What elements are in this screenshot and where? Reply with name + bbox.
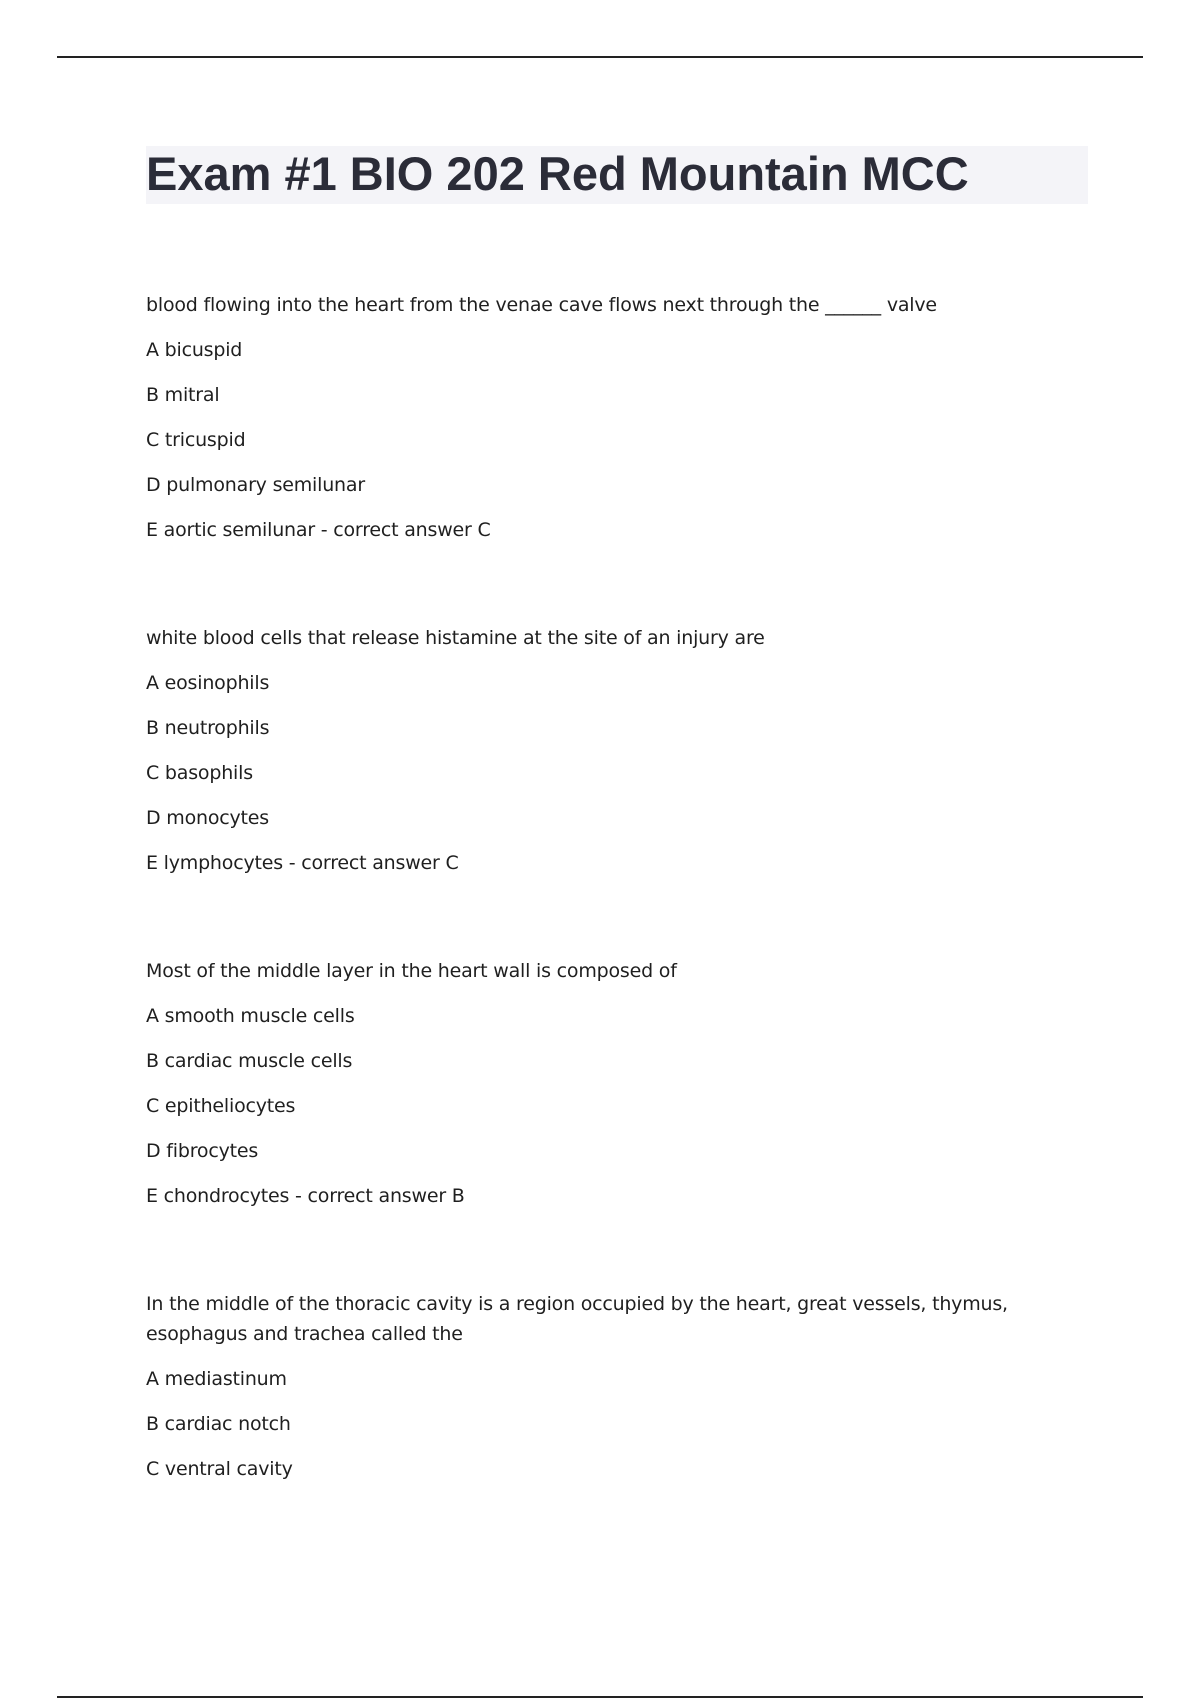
answer-option: D monocytes	[146, 807, 269, 829]
question-text: white blood cells that release histamine at the site of an injury are	[146, 627, 765, 649]
answer-option: B neutrophils	[146, 717, 270, 739]
answer-option: C epitheliocytes	[146, 1095, 296, 1117]
document-body	[146, 290, 1076, 1562]
page-title: Exam #1 BIO 202 Red Mountain MCC	[146, 147, 969, 200]
question-text: In the middle of the thoracic cavity is a region occupied by the heart, great vessels, thymus, esophagus and trachea called the	[146, 1293, 1008, 1345]
answer-option: C tricuspid	[146, 429, 246, 451]
question-block	[146, 1289, 1076, 1484]
question-block	[146, 956, 1076, 1211]
answer-option: C ventral cavity	[146, 1458, 293, 1480]
answer-option: E aortic semilunar - correct answer C	[146, 519, 491, 541]
answer-option: C basophils	[146, 762, 253, 784]
answer-option: A mediastinum	[146, 1368, 287, 1390]
answer-option: D fibrocytes	[146, 1140, 259, 1162]
question-text: blood flowing into the heart from the venae cave flows next through the ______ valve	[146, 294, 937, 316]
answer-option: B cardiac notch	[146, 1413, 291, 1435]
bottom-rule	[57, 1696, 1143, 1698]
top-rule	[57, 56, 1143, 58]
question-block	[146, 623, 1076, 878]
answer-option: E lymphocytes - correct answer C	[146, 852, 459, 874]
answer-option: D pulmonary semilunar	[146, 474, 365, 496]
answer-option: A smooth muscle cells	[146, 1005, 355, 1027]
question-text: Most of the middle layer in the heart wall is composed of	[146, 960, 677, 982]
answer-option: E chondrocytes - correct answer B	[146, 1185, 465, 1207]
question-block	[146, 290, 1076, 545]
answer-option: B cardiac muscle cells	[146, 1050, 353, 1072]
answer-option: B mitral	[146, 384, 220, 406]
answer-option: A eosinophils	[146, 672, 270, 694]
answer-option: A bicuspid	[146, 339, 243, 361]
